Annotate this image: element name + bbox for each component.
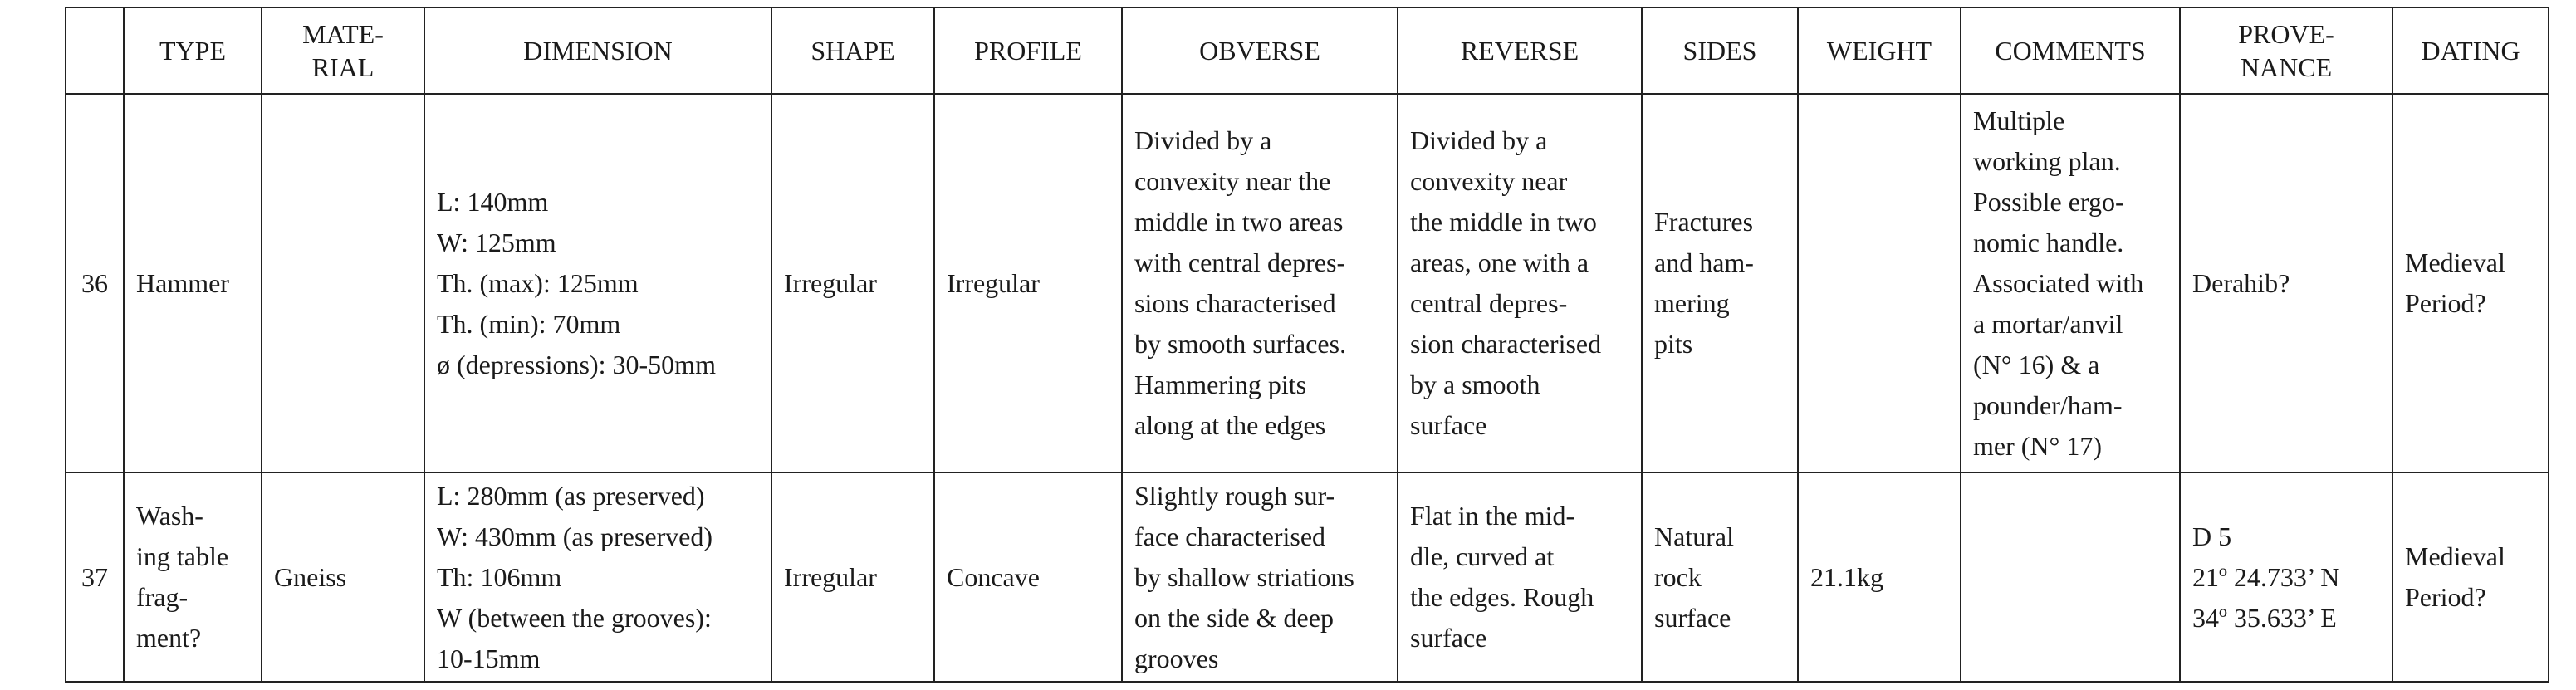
cell-line: D 5	[2192, 521, 2232, 551]
cell-line: Possible ergo-	[1973, 186, 2124, 217]
cell-line: Irregular	[784, 561, 877, 592]
cell-provenance	[2180, 94, 2392, 472]
cell-line: Wash-	[136, 501, 203, 531]
cell-line: Divided by a	[1410, 125, 1548, 155]
cell-material	[262, 472, 424, 682]
cell-line: nomic handle.	[1973, 227, 2124, 257]
table-row	[66, 94, 2549, 472]
cell-line: central depres-	[1410, 288, 1568, 318]
header-comments: COMMENTS	[1961, 7, 2180, 94]
cell-material	[262, 94, 424, 472]
cell-dimension	[424, 472, 771, 682]
cell-line: surface	[1410, 623, 1487, 653]
cell-line: Derahib?	[2192, 267, 2290, 298]
cell-line: Associated with	[1973, 267, 2144, 298]
cell-profile	[934, 94, 1122, 472]
cell-line: Concave	[947, 561, 1040, 592]
cell-line: Hammer	[136, 267, 229, 298]
header-number	[66, 7, 124, 94]
cell-line: by smooth surfaces.	[1134, 329, 1347, 359]
cell-comments	[1961, 472, 2180, 682]
header-dating: DATING	[2392, 7, 2549, 94]
cell-line: 21º 24.733’ N	[2192, 561, 2340, 592]
cell-dimension	[424, 94, 771, 472]
cell-line: Natural	[1654, 521, 1734, 551]
cell-line: (N° 16) & a	[1973, 349, 2100, 379]
cell-dating	[2392, 472, 2549, 682]
cell-line: with central depres-	[1134, 247, 1346, 277]
cell-shape	[771, 94, 934, 472]
cell-line: Medieval	[2405, 541, 2505, 571]
cell-line: Multiple	[1973, 105, 2065, 135]
cell-line: along at the edges	[1134, 410, 1326, 440]
cell-line: and ham-	[1654, 247, 1754, 277]
cell-line: by shallow striations	[1134, 561, 1354, 592]
header-obverse: OBVERSE	[1122, 7, 1398, 94]
cell-line: Slightly rough sur-	[1134, 480, 1335, 511]
cell-line: W: 430mm (as preserved)	[437, 521, 713, 551]
cell-line: Flat in the mid-	[1410, 501, 1575, 531]
header-row	[66, 7, 2549, 94]
cell-line: W: 125mm	[437, 227, 556, 257]
cell-line: grooves	[1134, 643, 1219, 673]
cell-line: rock	[1654, 561, 1702, 592]
cell-line: W (between the grooves):	[437, 602, 712, 633]
cell-weight	[1798, 94, 1961, 472]
header-dimension: DIMENSION	[424, 7, 771, 94]
cell-line: convexity near	[1410, 166, 1568, 196]
cell-weight	[1798, 472, 1961, 682]
cell-number: 36	[66, 94, 124, 472]
cell-reverse	[1398, 472, 1642, 682]
header-shape: SHAPE	[771, 7, 934, 94]
cell-line: 21.1kg	[1810, 561, 1883, 592]
cell-line: ing table	[136, 541, 229, 571]
cell-obverse	[1122, 472, 1398, 682]
cell-sides	[1642, 472, 1798, 682]
cell-line: Period?	[2405, 288, 2486, 318]
cell-line: areas, one with a	[1410, 247, 1589, 277]
cell-line: a mortar/anvil	[1973, 308, 2123, 339]
cell-line: ø (depressions): 30-50mm	[437, 349, 716, 379]
artifact-catalog-table	[65, 7, 2549, 683]
cell-type	[124, 94, 262, 472]
cell-line: pounder/ham-	[1973, 389, 2123, 420]
header-profile: PROFILE	[934, 7, 1122, 94]
cell-line: L: 140mm	[437, 186, 549, 217]
cell-line: dle, curved at	[1410, 541, 1555, 571]
header-weight: WEIGHT	[1798, 7, 1961, 94]
cell-line: surface	[1654, 602, 1731, 633]
cell-line: Gneiss	[274, 561, 347, 592]
cell-sides	[1642, 94, 1798, 472]
cell-comments	[1961, 94, 2180, 472]
header-type: TYPE	[124, 7, 262, 94]
cell-line: Irregular	[784, 267, 877, 298]
cell-line: Irregular	[947, 267, 1040, 298]
cell-line: pits	[1654, 329, 1693, 359]
cell-line: frag-	[136, 582, 189, 612]
table-row	[66, 472, 2549, 682]
cell-line: Th. (min): 70mm	[437, 308, 621, 339]
header-reverse: REVERSE	[1398, 7, 1642, 94]
cell-number: 37	[66, 472, 124, 682]
cell-line: Period?	[2405, 582, 2486, 612]
cell-line: the middle in two	[1410, 207, 1597, 237]
cell-line: on the side & deep	[1134, 602, 1334, 633]
cell-line: Fractures	[1654, 207, 1754, 237]
cell-line: Th: 106mm	[437, 561, 562, 592]
cell-line: Medieval	[2405, 247, 2505, 277]
cell-line: middle in two areas	[1134, 207, 1344, 237]
header-material: MATE- RIAL	[262, 7, 424, 94]
cell-line: sion characterised	[1410, 329, 1602, 359]
cell-line: face characterised	[1134, 521, 1326, 551]
cell-type	[124, 472, 262, 682]
cell-line: surface	[1410, 410, 1487, 440]
cell-line: working plan.	[1973, 145, 2121, 176]
cell-line: sions characterised	[1134, 288, 1336, 318]
cell-line: L: 280mm (as preserved)	[437, 480, 705, 511]
cell-obverse	[1122, 94, 1398, 472]
cell-dating	[2392, 94, 2549, 472]
cell-line: mer (N° 17)	[1973, 430, 2102, 461]
cell-line: Th. (max): 125mm	[437, 267, 639, 298]
cell-reverse	[1398, 94, 1642, 472]
cell-line: 34º 35.633’ E	[2192, 602, 2337, 633]
cell-line: by a smooth	[1410, 369, 1540, 399]
cell-line: ment?	[136, 623, 202, 653]
header-provenance: PROVE- NANCE	[2180, 7, 2392, 94]
cell-line: mering	[1654, 288, 1730, 318]
cell-line: 10-15mm	[437, 643, 541, 673]
cell-shape	[771, 472, 934, 682]
cell-line: Hammering pits	[1134, 369, 1307, 399]
cell-line: convexity near the	[1134, 166, 1331, 196]
cell-line: the edges. Rough	[1410, 582, 1594, 612]
cell-provenance	[2180, 472, 2392, 682]
header-sides: SIDES	[1642, 7, 1798, 94]
cell-line: Divided by a	[1134, 125, 1272, 155]
cell-profile	[934, 472, 1122, 682]
